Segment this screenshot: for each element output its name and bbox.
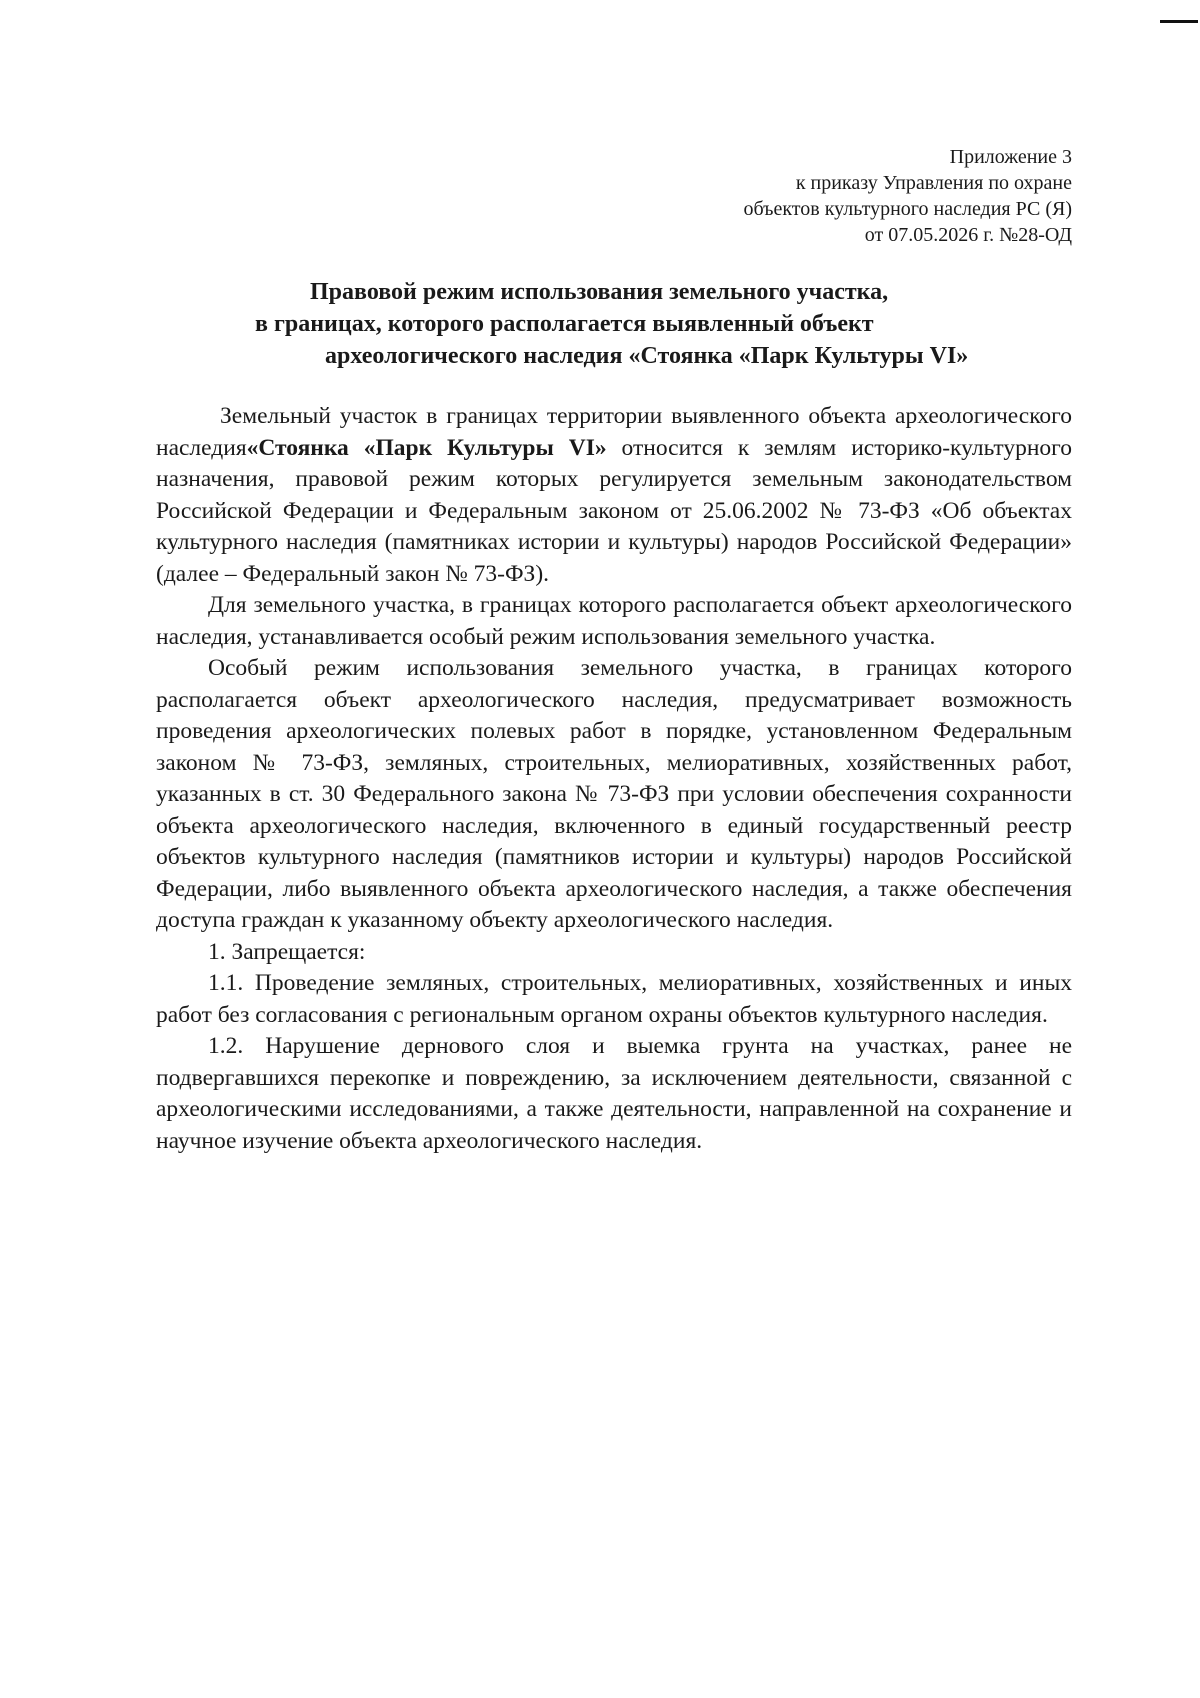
order-reference: к приказу Управления по охране <box>795 172 1072 194</box>
document-body <box>156 401 1072 1157</box>
title-line-3: археологического наследия «Стоянка «Парк Культуры VI» <box>325 343 969 369</box>
title-line-2: в границах, которого располагается выявленный объект <box>255 311 874 337</box>
paragraph-special-regime: Для земельного участка, в границах которого располагается объект археологического наследия, устанавливается особый режим использования земельного участка. <box>156 592 1072 650</box>
corner-scan-mark <box>1160 20 1198 23</box>
prohibition-1-2: 1.2. Нарушение дернового слоя и выемка грунта на участках, ранее не подвергавшихся перекопке и повреждению, за исключением деятельности, связанной с археологическими исследованиями, а также деятельности, направленной на сохранение и научное изучение объекта археологического наследия. <box>156 1033 1072 1154</box>
appendix-header <box>552 144 1072 248</box>
object-name-bold: «Стоянка «Парк Культуры VI» <box>246 434 607 461</box>
paragraph-regime-details: Особый режим использования земельного участка, в границах которого располагается объект археологического наследия, предусматривает возможность проведения археологических полевых работ в порядке, установленном Федеральным законом № 73-ФЗ, земляных, строительных, мелиоративных, хозяйственных работ, указанных в ст. 30 Федерального закона № 73-ФЗ при условии обеспечения сохранности объекта археологического наследия, включенного в единый государственный реестр объектов культурного наследия (памятников истории и культуры) народов Российской Федерации, либо выявленного объекта археологического наследия, а также обеспечения доступа граждан к указанному объекту археологического наследия. <box>156 655 1072 933</box>
document-title <box>150 276 1070 372</box>
paragraph-intro-rest: относится к землям историко-культурного назначения, правовой режим которых регулируется земельным законодательством Российской Федерации и Федеральным законом от 25.06.2002 № 73-ФЗ «Об объектах культурного наследия (памятниках истории и культуры) народов Российской Федерации» (далее – Федеральный закон № 73-ФЗ). <box>156 434 1072 587</box>
title-line-1: Правовой режим использования земельного участка, <box>310 279 889 305</box>
prohibition-1-1: 1.1. Проведение земляных, строительных, мелиоративных, хозяйственных и иных работ без согласования с региональным органом охраны объектов культурного наследия. <box>156 970 1072 1028</box>
issuing-body: объектов культурного наследия РС (Я) <box>743 198 1072 220</box>
paragraph-intro <box>156 401 1072 590</box>
paragraph-intro-text: Земельный участок в границах территории выявленного объекта археологического наследия <box>156 403 1072 461</box>
order-date-number: от 07.05.2026 г. №28-ОД <box>864 224 1072 246</box>
prohibitions-heading: 1. Запрещается: <box>208 938 366 965</box>
appendix-number: Приложение 3 <box>949 146 1072 168</box>
